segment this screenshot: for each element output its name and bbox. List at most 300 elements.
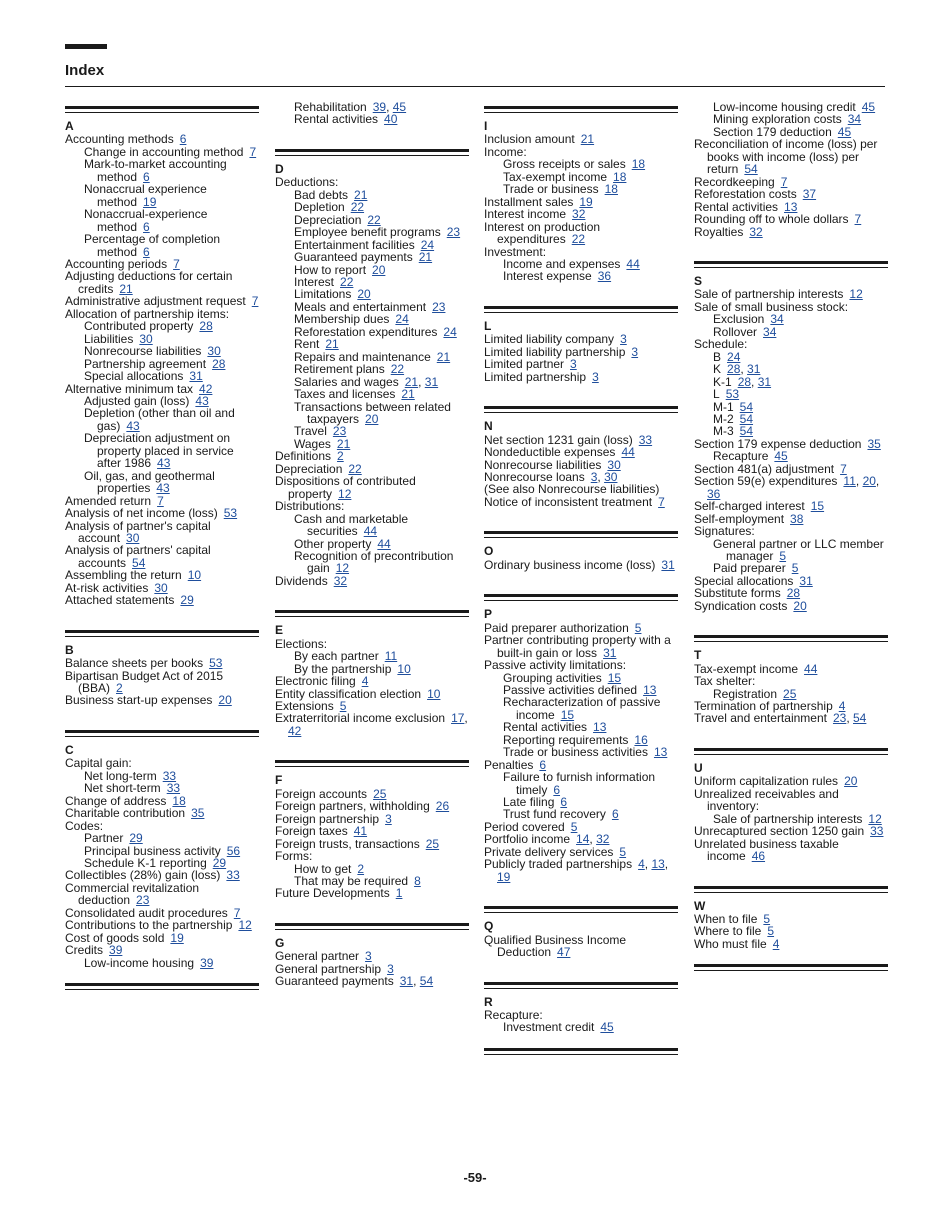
page-ref-link[interactable]: 6 [560,795,568,810]
page-ref-link[interactable]: 31 [603,645,617,660]
page-ref-link[interactable]: 43 [157,456,171,471]
page-ref-link[interactable]: 33 [162,768,177,783]
index-term: Recapture [713,449,769,464]
index-term: Administrative adjustment request [65,294,246,309]
index-term: Termination of partnership [694,699,833,714]
page-ref-link[interactable]: 11 [384,649,398,664]
page-ref-link[interactable]: 31 [747,362,761,377]
page-ref-link[interactable]: 18 [613,169,627,184]
page-ref-link[interactable]: 43 [195,393,209,408]
page-ref-link[interactable]: 3 [631,344,639,359]
page-ref-link[interactable]: 22 [340,274,354,289]
page-ref-link[interactable]: 28 [786,586,801,601]
page-ref-separator: , [644,857,652,872]
page-ref-link[interactable]: 25 [373,786,387,801]
index-term: Recharacterization of passive income [503,695,661,722]
index-term: Business start-up expenses [65,693,213,708]
page-ref-link[interactable]: 7 [173,256,180,271]
page-ref-link[interactable]: 54 [739,411,754,426]
index-entry [65,957,259,969]
page-ref-link[interactable]: 11 [843,474,856,489]
page-ref-link[interactable]: 6 [143,169,150,184]
page-ref-link[interactable]: 32 [572,207,586,222]
index-term: Depreciation [275,461,343,476]
page-ref-link[interactable]: 33 [870,824,884,839]
page-ref-link[interactable]: 44 [363,524,378,539]
page-ref-link[interactable]: 38 [790,511,804,526]
page-ref-link[interactable]: 2 [337,449,344,464]
index-term: Credits [65,943,104,958]
index-section-n [484,383,678,508]
section-rule [65,983,259,990]
index-section-f [275,737,469,900]
page-ref-link[interactable]: 3 [570,357,577,372]
page-ref-separator: , [386,100,393,114]
page-ref-link[interactable]: 34 [770,312,784,327]
page-ref-link[interactable]: 45 [774,449,788,464]
page-title: Index [65,62,105,79]
page-ref-link[interactable]: 31 [757,374,772,389]
page-ref-link[interactable]: 10 [397,661,411,676]
page-ref-link[interactable]: 45 [600,1020,614,1035]
index-term: How to report [294,262,367,277]
index-term: Substitute forms [694,586,781,601]
index-entry [65,520,259,545]
page-ref-link[interactable]: 25 [425,836,440,851]
page-ref-link[interactable]: 5 [763,912,771,927]
index-term: Attached statements [65,593,175,608]
page-ref-link[interactable]: 53 [209,656,223,671]
section-letter: L [484,318,492,333]
page-ref-link[interactable]: 29 [212,856,227,871]
index-term: Liabilities [84,331,134,346]
page-ref-link[interactable]: 54 [419,974,434,989]
page-ref-link[interactable]: 20 [357,287,371,302]
page-ref-link[interactable]: 21 [580,132,595,147]
page-ref-link[interactable]: 28 [199,319,213,334]
page-ref-link[interactable]: 23 [136,893,150,908]
page-ref-link[interactable]: 19 [143,194,157,209]
index-entry [484,270,678,282]
section-gap [484,571,678,589]
page-ref-link[interactable]: 15 [607,670,622,685]
page-ref-link[interactable]: 5 [339,699,347,714]
page-ref-link[interactable]: 17 [451,711,465,726]
index-term: Partner [84,831,124,846]
section-rule [275,760,469,767]
page-ref-link[interactable]: 36 [707,486,721,501]
page-ref-link[interactable]: 42 [288,723,302,738]
index-entry [694,338,888,350]
index-section-c [65,707,259,969]
page-ref-link[interactable]: 24 [443,324,457,339]
index-section-b [65,607,259,707]
page-ref-link[interactable]: 45 [861,100,876,114]
index-term: K-1 [713,374,732,389]
page-ref-link[interactable]: 31 [799,573,813,588]
index-term: Period covered [484,819,565,834]
page-ref-link[interactable]: 3 [590,469,598,484]
page-ref-link[interactable]: 12 [338,486,352,501]
page-ref-link[interactable]: 21 [404,374,419,389]
section-gap [484,959,678,977]
page-ref-link[interactable]: 41 [353,824,368,839]
page-ref-link[interactable]: 44 [621,445,635,460]
page-ref-link[interactable]: 45 [392,100,407,114]
index-term: Assembling the return [65,568,182,583]
section-rule [484,306,678,313]
index-term: Inclusion amount [484,132,575,147]
page-ref-link[interactable]: 44 [377,536,391,551]
index-term: Unrelated business taxable income [694,836,839,864]
page-ref-separator: , [418,374,425,389]
index-term: Self-charged interest [694,499,805,514]
page-ref-link[interactable]: 23 [332,424,347,439]
section-letter: P [484,607,493,622]
index-section-a [65,106,259,607]
page-ref-link[interactable]: 25 [783,686,797,701]
page-ref-link[interactable]: 47 [557,945,571,960]
page-ref-link[interactable]: 36 [597,269,612,284]
page-ref-link[interactable]: 29 [180,593,194,608]
index-entry [694,838,888,863]
page-ref-link[interactable]: 22 [571,232,586,247]
page-ref-link[interactable]: 30 [154,580,168,595]
page-ref-link[interactable]: 12 [849,287,863,302]
index-entry [275,712,469,737]
page-ref-link[interactable]: 20 [844,774,858,789]
page-ref-link[interactable]: 30 [139,331,153,346]
page-ref-link[interactable]: 14 [576,832,590,847]
index-term: Analysis of partner's capital account [65,518,211,545]
page-ref-link[interactable]: 13 [784,199,798,214]
index-entry [694,226,888,238]
index-entry [275,475,469,500]
page-ref-link[interactable]: 21 [418,250,433,265]
index-entry [275,401,469,426]
page-ref-link[interactable]: 19 [497,869,511,884]
page-ref-link[interactable]: 53 [223,506,238,521]
index-term: Section 179 expense deduction [694,436,862,451]
page-ref-link[interactable]: 24 [395,312,409,327]
index-term: Special allocations [694,573,794,588]
section-gap [694,863,888,881]
index-term: Forms: [275,849,313,864]
section-rule [484,982,678,989]
page-ref-link[interactable]: 13 [643,682,657,697]
page-ref-link[interactable]: 3 [387,961,394,976]
page-ref-link[interactable]: 7 [840,461,847,476]
page-ref-link[interactable]: 6 [143,244,150,259]
index-entry [65,158,259,183]
page-ref-separator: , [464,711,468,726]
page-ref-link[interactable]: 19 [170,930,184,945]
section-gap [484,283,678,301]
page-ref-link[interactable]: 5 [791,561,799,576]
page-ref-link[interactable]: 1 [395,886,403,901]
index-term: Guaranteed payments [275,974,394,989]
index-entry [484,221,678,246]
page-ref-link[interactable]: 23 [432,299,446,314]
page-ref-link[interactable]: 3 [365,949,372,964]
page-ref-link[interactable]: 18 [604,182,618,197]
page-ref-link[interactable]: 4 [638,857,645,872]
index-section-continued [275,101,469,126]
index-term: Other property [294,536,372,551]
page-ref-link[interactable]: 18 [172,793,186,808]
index-term: Section 481(a) adjustment [694,461,835,476]
page-ref-link[interactable]: 5 [619,844,627,859]
page-ref-link[interactable]: 4 [361,674,369,689]
page-ref-link[interactable]: 20 [218,693,232,708]
page-ref-link[interactable]: 32 [596,832,610,847]
page-ref-link[interactable]: 22 [348,461,362,476]
page-ref-link[interactable]: 43 [126,418,140,433]
section-letter: W [694,898,706,913]
page-ref-link[interactable]: 21 [336,436,351,451]
page-ref-link[interactable]: 7 [233,905,241,920]
index-term: Self-employment [694,511,785,526]
page-ref-link[interactable]: 43 [156,481,170,496]
index-term: Partnership agreement [84,356,207,371]
index-term: Capital gain: [65,756,132,771]
page-ref-link[interactable]: 29 [129,831,143,846]
index-term: Entity classification election [275,686,422,701]
index-section-d [275,126,469,587]
page-ref-link[interactable]: 34 [763,324,777,339]
page-ref-link[interactable]: 7 [157,493,164,508]
page-ref-separator: , [875,474,880,489]
page-ref-link[interactable]: 24 [420,237,435,252]
page-ref-link[interactable]: 8 [414,874,421,889]
index-section-u [694,725,888,863]
index-term: Meals and entertainment [294,299,427,314]
page-ref-link[interactable]: 6 [143,219,150,234]
page-ref-link[interactable]: 30 [126,530,140,545]
page-ref-link[interactable]: 15 [560,707,575,722]
page-ref-link[interactable]: 21 [401,387,415,402]
page-ref-link[interactable]: 34 [847,112,862,127]
page-ref-link[interactable]: 30 [604,469,618,484]
page-ref-link[interactable]: 53 [725,387,740,402]
page-ref-link[interactable]: 12 [238,918,252,933]
index-term: When to file [694,912,758,927]
page-ref-link[interactable]: 10 [187,568,202,583]
page-ref-link[interactable]: 39 [372,100,387,114]
index-term: Paid preparer [713,561,786,576]
index-section-s [694,238,888,612]
index-term: Charitable contribution [65,806,186,821]
index-term: Recordkeeping [694,174,775,189]
page-ref-link[interactable]: 33 [226,868,240,883]
page-ref-link[interactable]: 45 [837,124,852,139]
index-term: General partnership [275,961,382,976]
page-ref-link[interactable]: 7 [854,212,862,227]
index-entry [484,858,678,883]
index-entry [65,183,259,208]
page-ref-link[interactable]: 13 [653,745,668,760]
page-ref-link[interactable]: 21 [436,349,451,364]
page-ref-link[interactable]: 2 [116,681,123,696]
index-term: Publicly traded partnerships [484,857,633,872]
page-ref-link[interactable]: 39 [200,955,214,970]
section-letter: D [275,161,284,176]
page-ref-link[interactable]: 37 [802,187,817,202]
page-ref-link[interactable]: 32 [749,224,763,239]
index-term: Commercial revitalization deduction [65,880,200,908]
index-column-2 [275,101,469,988]
page-ref-link[interactable]: 6 [179,132,187,147]
page-ref-link[interactable]: 3 [620,332,627,347]
index-entry [484,371,678,383]
index-term: Installment sales [484,194,574,209]
page-ref-link[interactable]: 28 [727,362,741,377]
index-entry [275,887,469,899]
page-ref-link[interactable]: 5 [779,548,787,563]
page-ref-link[interactable]: 54 [739,399,754,414]
page-ref-link[interactable]: 5 [767,924,775,939]
index-term: Taxes and licenses [294,387,396,402]
index-term: Nonaccrual experience method [84,182,207,209]
page-ref-link[interactable]: 6 [539,757,547,772]
page-ref-separator: , [413,974,420,989]
index-section-o [484,508,678,571]
page-ref-link[interactable]: 22 [367,212,381,227]
page-ref-link[interactable]: 26 [435,799,450,814]
page-ref-link[interactable]: 44 [626,256,640,271]
index-entry [275,113,469,125]
page-ref-link[interactable]: 31 [399,974,414,989]
page-ref-link[interactable]: 6 [611,807,619,822]
page-ref-link[interactable]: 56 [226,843,241,858]
page-ref-link[interactable]: 32 [333,573,348,588]
index-term: Low-income housing [84,955,195,970]
page-ref-link[interactable]: 19 [579,194,593,209]
index-term: Entertainment facilities [294,237,415,252]
page-ref-link[interactable]: 7 [658,494,665,509]
page-ref-link[interactable]: 2 [357,861,365,876]
page-ref-link[interactable]: 35 [191,806,205,821]
index-term: Interest on production expenditures [484,219,601,247]
page-ref-link[interactable]: 54 [744,162,758,177]
page-ref-link[interactable]: 6 [553,782,561,797]
index-term: Analysis of partners' capital accounts [65,543,211,570]
index-term: Tax shelter: [694,674,756,689]
page-ref-link[interactable]: 15 [810,499,825,514]
index-term: Change of address [65,793,167,808]
page-ref-link[interactable]: 44 [804,661,818,676]
index-term: Net long-term [84,768,157,783]
index-term: Oil, gas, and geothermal properties [84,468,215,496]
page-ref-link[interactable]: 35 [867,436,881,451]
index-term: Mark-to-market accounting method [84,157,227,184]
page-ref-link[interactable]: 4 [772,936,780,951]
page-ref-link[interactable]: 10 [427,686,441,701]
page-ref-link[interactable]: 12 [868,811,882,826]
page-ref-link[interactable]: 28 [212,356,226,371]
index-entry [484,1021,678,1033]
page-ref-link[interactable]: 21 [354,187,368,202]
section-rule [694,748,888,755]
page-ref-link[interactable]: 20 [372,262,386,277]
index-term: Membership dues [294,312,390,327]
index-term: Late filing [503,795,555,810]
index-term: Contributions to the partnership [65,918,233,933]
page-ref-link[interactable]: 3 [385,811,392,826]
page-ref-link[interactable]: 40 [384,112,398,127]
index-column-1 [65,101,259,997]
page-ref-link[interactable]: 54 [132,555,146,570]
page-ref-link[interactable]: 23 [446,225,461,240]
index-term: Recapture: [484,1008,543,1023]
page-ref-link[interactable]: 18 [631,157,646,172]
index-term: Nonaccrual-experience method [84,207,208,234]
page-ref-link[interactable]: 20 [365,411,379,426]
page-ref-link[interactable]: 5 [570,819,578,834]
page-ref-link[interactable]: 4 [838,699,846,714]
page-ref-link[interactable]: 7 [249,144,257,159]
page-ref-link[interactable]: 20 [862,474,876,489]
section-rule [484,594,678,601]
page-ref-link[interactable]: 12 [335,561,350,576]
page-ref-link[interactable]: 28 [737,374,752,389]
page-ref-link[interactable]: 31 [661,557,675,572]
index-term: Qualified Business Income Deduction [484,932,627,960]
section-rule [65,630,259,637]
page-ref-link[interactable]: 30 [607,457,621,472]
index-term: Rental activities [503,720,588,735]
page-ref-link[interactable]: 20 [793,598,807,613]
index-term: Nonrecourse loans [484,469,585,484]
page-ref-link[interactable]: 16 [634,732,648,747]
page-ref-link[interactable]: 5 [634,620,642,635]
index-term: (See also Nonrecourse liabilities) [484,482,660,497]
page-ref-link[interactable]: 24 [727,349,741,364]
index-term: Bad debts [294,187,349,202]
page-ref-link[interactable]: 22 [350,200,365,215]
section-rule [275,610,469,617]
page-ref-link[interactable]: 33 [166,781,181,796]
page-ref-link[interactable]: 21 [119,281,133,296]
section-rule [484,531,678,538]
index-entry [65,407,259,432]
page-ref-link[interactable]: 31 [189,369,203,384]
page-ref-link[interactable]: 23 [832,711,847,726]
page-ref-link[interactable]: 39 [109,943,123,958]
index-term: B [713,349,722,364]
page-ref-link[interactable]: 46 [751,849,766,864]
section-letter: B [65,642,74,657]
page-ref-link[interactable]: 42 [199,381,213,396]
index-term: Depreciation [294,212,362,227]
page-ref-link[interactable]: 33 [638,432,653,447]
page-ref-link[interactable]: 21 [325,337,339,352]
page-ref-link[interactable]: 22 [390,362,405,377]
page-ref-link[interactable]: 13 [651,857,665,872]
index-term: Analysis of net income (loss) [65,506,218,521]
page-ref-link[interactable]: 30 [207,344,221,359]
index-term: By the partnership [294,661,392,676]
page-ref-link[interactable]: 7 [251,294,259,309]
page-ref-link[interactable]: 7 [780,174,788,189]
page-ref-link[interactable]: 3 [592,369,599,384]
index-term: Reconciliation of income (loss) per books with income (loss) per return [694,137,878,177]
index-term: Dispositions of contributed property [275,474,416,501]
page-ref-link[interactable]: 31 [424,374,439,389]
page-ref-link[interactable]: 54 [739,424,754,439]
page-ref-link[interactable]: 13 [593,720,607,735]
page-ref-link[interactable]: 54 [853,711,867,726]
